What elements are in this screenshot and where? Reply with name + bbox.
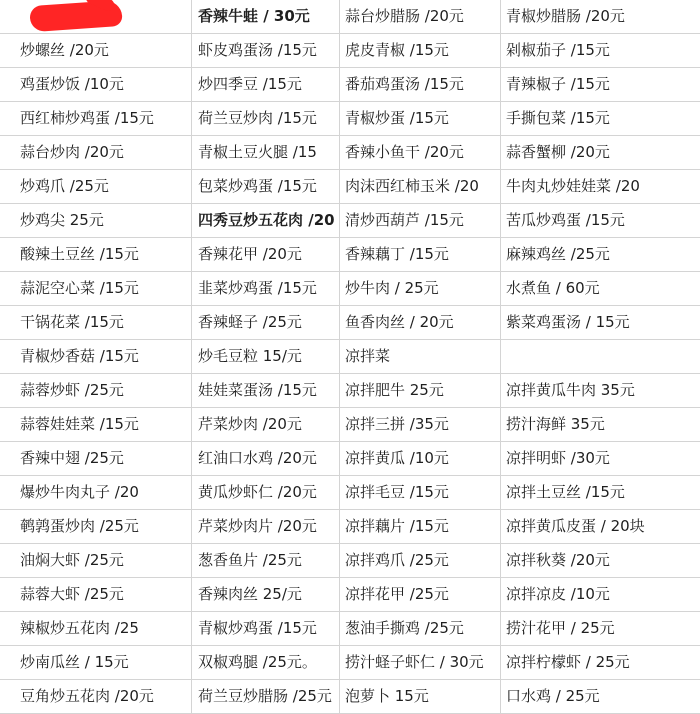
menu-item: 包菜炒鸡蛋 /15元 <box>192 170 340 204</box>
menu-item: 香辣中翅 /25元 <box>0 442 192 476</box>
menu-row <box>0 646 700 680</box>
menu-item: 青椒炒腊肠 /20元 <box>501 0 700 34</box>
menu-item: 凉拌黄瓜皮蛋 / 20块 <box>501 510 700 544</box>
menu-row <box>0 612 700 646</box>
menu-item: 水煮鱼 / 60元 <box>501 272 700 306</box>
menu-item: 口水鸡 / 25元 <box>501 680 700 714</box>
menu-item: 韭菜炒鸡蛋 /15元 <box>192 272 340 306</box>
menu-item: 葱油手撕鸡 /25元 <box>340 612 501 646</box>
menu-item: 青椒炒香菇 /15元 <box>0 340 192 374</box>
menu-item: 蒜蓉大虾 /25元 <box>0 578 192 612</box>
menu-row <box>0 374 700 408</box>
menu-item: 捞汁花甲 / 25元 <box>501 612 700 646</box>
menu-item: 捞汁海鲜 35元 <box>501 408 700 442</box>
menu-item: 芹菜炒肉 /20元 <box>192 408 340 442</box>
menu-item: 鱼香肉丝 / 20元 <box>340 306 501 340</box>
menu-item: 香辣肉丝 25/元 <box>192 578 340 612</box>
menu-item: 蒜香蟹柳 /20元 <box>501 136 700 170</box>
menu-row <box>0 34 700 68</box>
menu-item: 青椒炒蛋 /15元 <box>340 102 501 136</box>
menu-item: 蒜蓉炒虾 /25元 <box>0 374 192 408</box>
menu-row <box>0 204 700 238</box>
menu-item: 豆角炒五花肉 /20元 <box>0 680 192 714</box>
menu-item: 香辣牛蛙 / 30元 <box>192 0 340 34</box>
menu-item: 辣椒炒五花肉 /25 <box>0 612 192 646</box>
menu-item: 手撕包菜 /15元 <box>501 102 700 136</box>
menu-item: 红油口水鸡 /20元 <box>192 442 340 476</box>
menu-item: 炒螺丝 /20元 <box>0 34 192 68</box>
menu-item: 炒毛豆粒 15/元 <box>192 340 340 374</box>
menu-item: 凉拌藕片 /15元 <box>340 510 501 544</box>
menu-item: 凉拌鸡爪 /25元 <box>340 544 501 578</box>
menu-item: 青辣椒子 /15元 <box>501 68 700 102</box>
menu-item: 番茄鸡蛋汤 /15元 <box>340 68 501 102</box>
menu-item: 凉拌三拼 /35元 <box>340 408 501 442</box>
menu-item: 炒南瓜丝 / 15元 <box>0 646 192 680</box>
menu-item: 凉拌毛豆 /15元 <box>340 476 501 510</box>
menu-item: 紫菜鸡蛋汤 / 15元 <box>501 306 700 340</box>
menu-item: 凉拌秋葵 /20元 <box>501 544 700 578</box>
menu-item: 蒜台炒腊肠 /20元 <box>340 0 501 34</box>
menu-item: 虾皮鸡蛋汤 /15元 <box>192 34 340 68</box>
menu-item: 蒜泥空心菜 /15元 <box>0 272 192 306</box>
menu-row <box>0 544 700 578</box>
menu-item: 荷兰豆炒腊肠 /25元 <box>192 680 340 714</box>
menu-item: 虎皮青椒 /15元 <box>340 34 501 68</box>
menu-item: 鹌鹑蛋炒肉 /25元 <box>0 510 192 544</box>
menu-row <box>0 306 700 340</box>
menu-item: 娃娃菜蛋汤 /15元 <box>192 374 340 408</box>
menu-item: 炒四季豆 /15元 <box>192 68 340 102</box>
menu-row <box>0 102 700 136</box>
menu-item: 凉拌柠檬虾 / 25元 <box>501 646 700 680</box>
menu-item: 清炒西葫芦 /15元 <box>340 204 501 238</box>
menu-item: 牛肉丸炒娃娃菜 /20 <box>501 170 700 204</box>
menu-row <box>0 476 700 510</box>
menu-item: 凉拌黄瓜牛肉 35元 <box>501 374 700 408</box>
menu-row <box>0 238 700 272</box>
menu-item: 黄瓜炒虾仁 /20元 <box>192 476 340 510</box>
menu-row <box>0 340 700 374</box>
menu-item: 麻辣鸡丝 /25元 <box>501 238 700 272</box>
menu-item: 肉沫西红柿玉米 /20 <box>340 170 501 204</box>
menu-item: 酸辣土豆丝 /15元 <box>0 238 192 272</box>
menu-item: 香辣小鱼干 /20元 <box>340 136 501 170</box>
menu-item: 凉拌土豆丝 /15元 <box>501 476 700 510</box>
menu-item: 炒鸡爪 /25元 <box>0 170 192 204</box>
menu-row <box>0 680 700 714</box>
menu-row <box>0 272 700 306</box>
menu-item: 捞汁蛏子虾仁 / 30元 <box>340 646 501 680</box>
menu-item <box>501 340 700 374</box>
menu-item: 蒜蓉娃娃菜 /15元 <box>0 408 192 442</box>
menu-row <box>0 170 700 204</box>
section-heading: 凉拌菜 <box>340 340 501 374</box>
menu-item: 干锅花菜 /15元 <box>0 306 192 340</box>
menu-item: 凉拌黄瓜 /10元 <box>340 442 501 476</box>
menu-item: 泡萝卜 15元 <box>340 680 501 714</box>
menu-item: 荷兰豆炒肉 /15元 <box>192 102 340 136</box>
menu-item: 青椒土豆火腿 /15 <box>192 136 340 170</box>
menu-item: 鸡蛋炒饭 /10元 <box>0 68 192 102</box>
menu-item: 炒牛肉 / 25元 <box>340 272 501 306</box>
menu-item: 苦瓜炒鸡蛋 /15元 <box>501 204 700 238</box>
menu-item: 青椒炒鸡蛋 /15元 <box>192 612 340 646</box>
menu-item: 四秀豆炒五花肉 /20 <box>192 204 340 238</box>
menu-row <box>0 578 700 612</box>
menu-item: 蒜台炒肉 /20元 <box>0 136 192 170</box>
menu-item: 双椒鸡腿 /25元。 <box>192 646 340 680</box>
menu-item: 爆炒牛肉丸子 /20 <box>0 476 192 510</box>
menu-item: 芹菜炒肉片 /20元 <box>192 510 340 544</box>
menu-item: 凉拌肥牛 25元 <box>340 374 501 408</box>
menu-row <box>0 136 700 170</box>
menu-item: 油焖大虾 /25元 <box>0 544 192 578</box>
menu-item: 炒鸡尖 25元 <box>0 204 192 238</box>
menu-row <box>0 68 700 102</box>
menu-item: 凉拌凉皮 /10元 <box>501 578 700 612</box>
menu-item: 凉拌明虾 /30元 <box>501 442 700 476</box>
menu-item: 香辣藕丁 /15元 <box>340 238 501 272</box>
menu-row <box>0 510 700 544</box>
menu-row <box>0 442 700 476</box>
menu-item: 凉拌花甲 /25元 <box>340 578 501 612</box>
menu-row <box>0 408 700 442</box>
menu-item: 葱香鱼片 /25元 <box>192 544 340 578</box>
menu-item: 香辣蛏子 /25元 <box>192 306 340 340</box>
menu-item: 剁椒茄子 /15元 <box>501 34 700 68</box>
menu-item: 香辣花甲 /20元 <box>192 238 340 272</box>
menu-item: 西红柿炒鸡蛋 /15元 <box>0 102 192 136</box>
